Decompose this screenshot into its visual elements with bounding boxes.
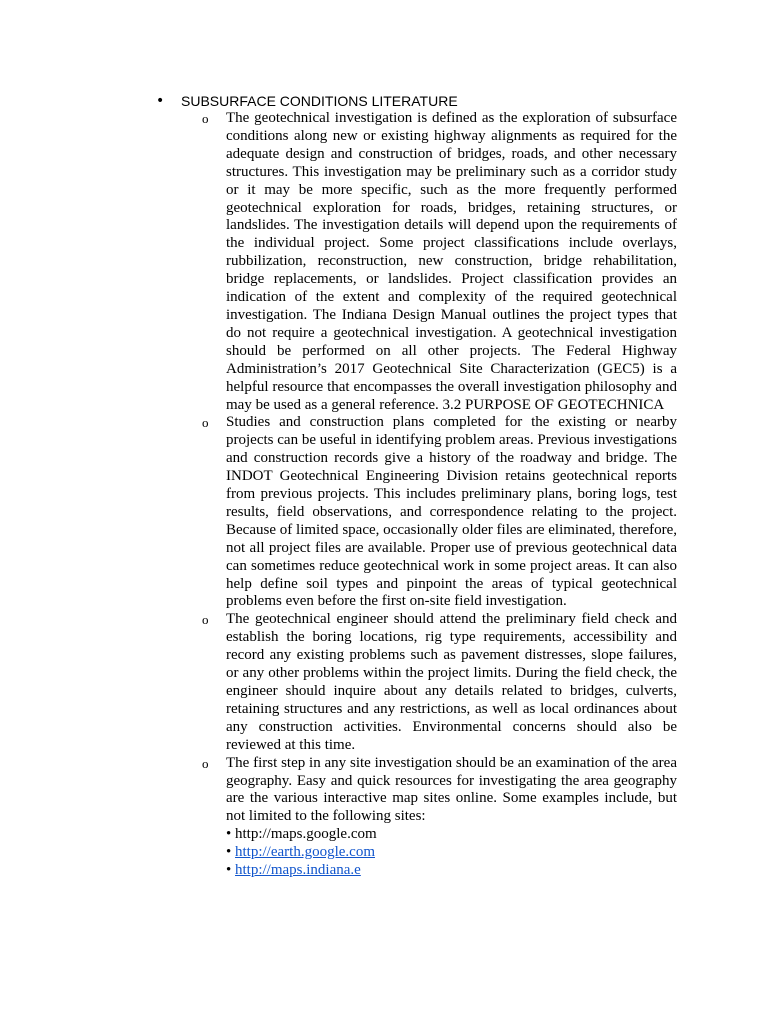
site-link-maps-indiana[interactable]: http://maps.indiana.e — [235, 862, 361, 879]
list-item — [200, 611, 677, 754]
list-item — [200, 110, 677, 414]
section-heading-row — [156, 91, 676, 111]
paragraph-text: The geotechnical investigation is defined as the exploration of subsurface conditions along new or existing highway alignments as required for the adequate design and construction of bridges, roads, and other necessary structures. This investigation may be preliminary such as a corridor study or it may be more specific, such as the more frequently performed geotechnical exploration for roads, bridges, retaining structures, or landslides. The investigation details will depend upon the requirements of the individual project. Some project classifications include overlays, rubbilization, reconstruction, new construction, bridge rehabilitation, bridge replacements, or landslides. Project classification provides an indication of the extent and complexity of the required geotechnical investigation. The Indiana Design Manual outlines the project types that do not require a geotechnical investigation. A geotechnical investigation should be performed on all other projects. The Federal Highway Administration’s 2017 Geotechnical Site Characterization (GEC5) is a helpful resource that encompasses the overall investigation philosophy and may be used as a general reference. 3.2 PURPOSE OF GEOTECHNICA — [226, 110, 677, 413]
site-url-google-maps: http://maps.google.com — [235, 826, 377, 843]
list-item — [200, 755, 677, 880]
bullet-marker: • — [156, 93, 165, 109]
site-link-google-earth[interactable]: http://earth.google.com — [235, 844, 375, 861]
site-bullet: • — [226, 862, 236, 879]
sub-bullet-marker: o — [202, 111, 209, 126]
site-list-item — [226, 862, 677, 880]
list-item — [200, 414, 677, 611]
sub-bullet-marker: o — [202, 415, 209, 431]
section-heading: SUBSURFACE CONDITIONS LITERATURE — [181, 93, 458, 109]
site-list-item — [226, 826, 677, 844]
site-bullet: • — [226, 826, 236, 843]
paragraph-text: Studies and construction plans completed for the existing or nearby projects can be useful in identifying problem areas. Previous investigations and construction records give a history of the roadway and bridge. The INDOT Geotechnical Engineering Division retains geotechnical reports from previous projects. This includes preliminary plans, boring logs, test results, field observations, and correspondence relating to the project. Because of limited space, occasionally older files are eliminated, therefore, not all project files are available. Proper use of previous geotechnical data can sometimes reduce geotechnical work in some project areas. It can also help define soil types and pinpoint the areas of typical geotechnical problems even before the first on-site field investigation. — [226, 414, 677, 610]
site-list-item — [226, 844, 677, 862]
sub-bullet-marker: o — [202, 612, 209, 628]
site-bullet: • — [226, 844, 236, 861]
paragraph-text: The geotechnical engineer should attend the preliminary field check and establish the boring locations, rig type requirements, accessibility and record any existing problems such as pavement distresses, slope failures, or any other problems within the project limits. During the field check, the engineer should inquire about any details related to bridges, culverts, retaining structures and any restrictions, as well as local ordinances about any construction activities. Environmental concerns should also be reviewed at this time. — [226, 611, 677, 753]
sub-bullet-list — [200, 110, 678, 880]
paragraph-text: The first step in any site investigation should be an examination of the area geography. Easy and quick resources for investigating the area geography are the various interactive map sites online. Some examples include, but not limited to the following sites: — [226, 754, 677, 825]
sub-bullet-marker: o — [202, 755, 209, 771]
